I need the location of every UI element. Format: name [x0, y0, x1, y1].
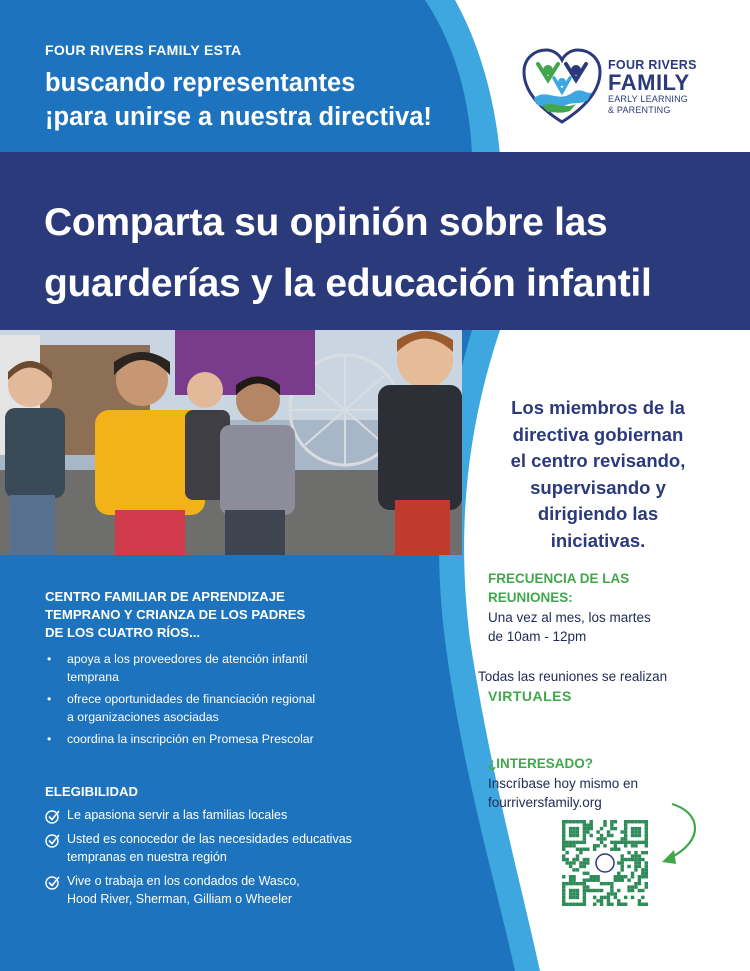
- headline-line-1: buscando representantes: [45, 69, 356, 97]
- eligibility-heading: ELEGIBILIDAD: [45, 784, 139, 799]
- eligibility-text: Usted es conocedor de las necesidades educativas: [67, 832, 352, 846]
- eligibility-list: [45, 806, 395, 914]
- meeting-frequency-heading-line-2: REUNIONES:: [488, 590, 573, 605]
- curved-arrow-icon: [650, 800, 710, 870]
- virtual-meetings-text: Todas las reuniones se realizan: [478, 669, 668, 684]
- bullet-icon: •: [47, 652, 52, 666]
- bullet-item: [45, 690, 390, 726]
- check-circle-icon: [45, 874, 61, 890]
- eligibility-text: Hood River, Sherman, Gilliam o Wheeler: [67, 892, 293, 906]
- eligibility-item: [45, 806, 395, 824]
- bullet-icon: •: [47, 692, 52, 706]
- logo-line-4: & PARENTING: [608, 105, 671, 115]
- bullet-icon: •: [47, 732, 52, 746]
- bullet-item: [45, 650, 390, 686]
- board-description-line: el centro revisando,: [510, 450, 686, 471]
- meeting-frequency-heading-line-1: FRECUENCIA DE LAS: [488, 571, 630, 586]
- banner-title: [44, 192, 651, 314]
- meeting-frequency-text: [488, 608, 708, 646]
- header-kicker: FOUR RIVERS FAMILY ESTA: [45, 42, 242, 58]
- logo-line-2: FAMILY: [608, 70, 690, 95]
- interested-heading: ¿INTERESADO?: [488, 756, 594, 771]
- eligibility-text: Le apasiona servir a las familias locales: [67, 808, 288, 822]
- eligibility-text: Vive o trabaja en los condados de Wasco,: [67, 874, 300, 888]
- check-circle-icon: [45, 808, 61, 824]
- headline-line-2: ¡para unirse a nuestra directiva!: [45, 103, 432, 131]
- board-description-line: directiva gobiernan: [512, 423, 684, 445]
- organization-heading-line-1: CENTRO FAMILIAR DE APRENDIZAJE: [45, 589, 285, 604]
- meeting-frequency-heading: [488, 569, 708, 607]
- header-headline: [45, 66, 432, 134]
- children-photo: [0, 330, 462, 555]
- logo-wordmark: [608, 58, 697, 116]
- website-link[interactable]: fourriversfamily.org: [488, 795, 602, 810]
- board-description-line: Los miembros de la: [511, 397, 685, 418]
- board-description-line: iniciativas.: [550, 529, 646, 551]
- board-description: [488, 395, 708, 554]
- eligibility-item: [45, 830, 395, 866]
- bullet-text: ofrece oportunidades de financiación regional: [67, 692, 316, 706]
- board-description-line: supervisando y: [530, 476, 666, 498]
- organization-heading-line-2: TEMPRANO Y CRIANZA DE LOS PADRES: [45, 607, 306, 622]
- eligibility-text: tempranas en nuestra región: [67, 850, 227, 864]
- organization-bullet-list: [45, 650, 390, 752]
- logo-line-1: FOUR RIVERS: [608, 58, 697, 72]
- bullet-text: apoya a los proveedores de atención infantil: [67, 652, 308, 666]
- banner-line-2: guarderías y la educación infantil: [44, 262, 652, 305]
- organization-heading-line-3: DE LOS CUATRO RÍOS...: [45, 625, 201, 640]
- virtual-meetings-label: VIRTUALES: [488, 688, 572, 704]
- board-description-line: dirigiendo las: [537, 503, 659, 524]
- check-circle-icon: [45, 832, 61, 848]
- bullet-item: [45, 730, 390, 748]
- heart-logo-icon: [522, 48, 602, 126]
- logo-line-3: EARLY LEARNING: [608, 94, 688, 104]
- meeting-frequency-line-1: Una vez al mes, los martes: [488, 610, 651, 625]
- organization-heading: [45, 588, 385, 642]
- bullet-text: coordina la inscripción en Promesa Prescolar: [67, 732, 314, 746]
- banner-line-1: Comparta su opinión sobre las: [44, 201, 608, 244]
- interested-line-1: Inscríbase hoy mismo en: [488, 776, 639, 791]
- bullet-text: a organizaciones asociadas: [67, 710, 219, 724]
- meeting-frequency-line-2: de 10am - 12pm: [488, 629, 587, 644]
- qr-code[interactable]: [562, 820, 648, 906]
- bullet-text: temprana: [67, 670, 119, 684]
- eligibility-item: [45, 872, 395, 908]
